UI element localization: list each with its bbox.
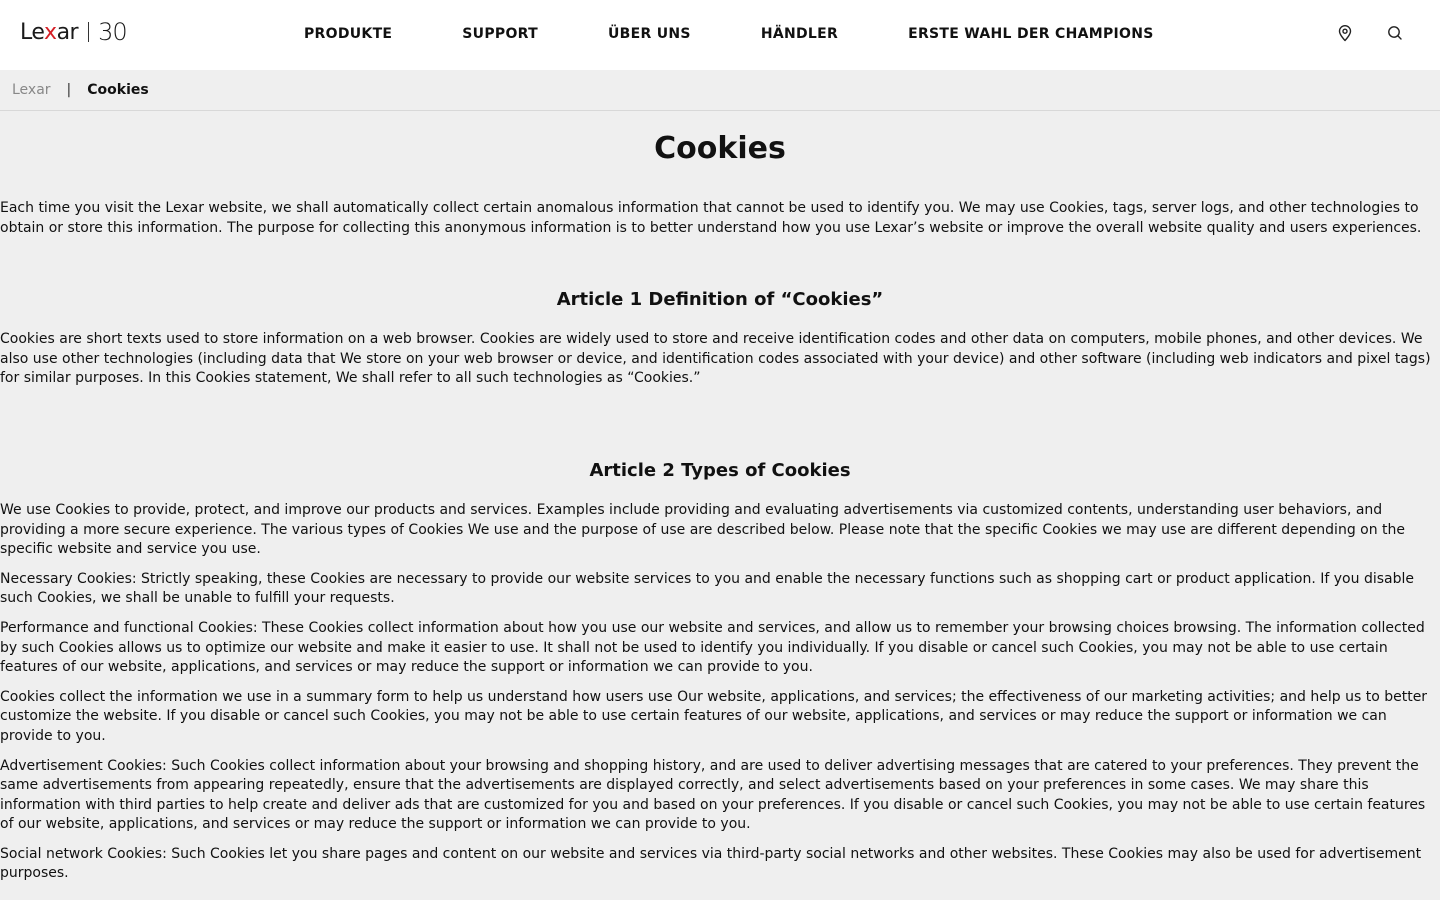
location-icon[interactable] bbox=[1336, 24, 1354, 42]
nav-item-produkte[interactable]: PRODUKTE bbox=[304, 26, 393, 42]
search-icon[interactable] bbox=[1386, 24, 1404, 42]
nav-item-erste-wahl-der-champions[interactable]: ERSTE WAHL DER CHAMPIONS bbox=[908, 26, 1154, 42]
breadcrumb-separator: | bbox=[66, 82, 72, 98]
intro-paragraph: Each time you visit the Lexar website, we shall automatically collect certain anomalous information that cannot be used to identify you. We may use Cookies, tags, server logs, and other technologies to obtain or store this information. The purpose for collecting this anonymous information is to better understand how you use Lexar’s website or improve the overall website quality and users experiences. bbox=[0, 200, 1422, 236]
article-2-paragraph: Advertisement Cookies: Such Cookies collect information about your browsing and shopping history, and are used to deliver advertising messages that are catered to your preferences. They prevent the same advertisements from appearing repeatedly, ensure that the advertisements are displayed correctly, and select advertisements based on your preferences in some cases. We may share this information with third parties to help create and deliver ads that are customized for you and based on your preferences. If you disable or cancel such Cookies, you may not be able to use certain features of our website, applications, and services or may reduce the support or information we can provide to you. bbox=[0, 757, 1426, 833]
nav-item-haendler[interactable]: HÄNDLER bbox=[760, 26, 839, 42]
nav-item-support[interactable]: SUPPORT bbox=[462, 26, 538, 42]
logo-wordmark: Lexar bbox=[20, 19, 79, 45]
main-menu bbox=[304, 26, 1154, 42]
logo-anniversary-mark: 30 bbox=[98, 18, 127, 46]
breadcrumb bbox=[0, 70, 1440, 111]
breadcrumb-current: Cookies bbox=[87, 82, 149, 98]
article-2-paragraph: Cookies collect the information we use in a summary form to help us understand how users use Our website, applications, and services; the effectiveness of our marketing activities; and help us to better customize the website. If you disable or cancel such Cookies, you may not be able to use certain features of our website, applications, and services or may reduce the support or information we can provide to you. bbox=[0, 688, 1428, 744]
article-2-paragraph: Necessary Cookies: Strictly speaking, these Cookies are necessary to provide our website services to you and enable the necessary functions such as shopping cart or product application. If you disable such Cookies, we shall be unable to fulfill your requests. bbox=[0, 570, 1414, 607]
top-navigation bbox=[0, 0, 1440, 70]
article-2-heading: Article 2 Types of Cookies bbox=[589, 459, 851, 481]
breadcrumb-home-link[interactable]: Lexar bbox=[12, 82, 51, 98]
main-content bbox=[0, 131, 1440, 884]
article-2-paragraph: We use Cookies to provide, protect, and improve our products and services. Examples include providing and evaluating advertisements via customized contents, understanding user behaviors, and providing a more secure experience. The various types of Cookies We use and the purpose of use are described below. Please note that the specific Cookies we may use are different depending on the specific website and service you use. bbox=[0, 501, 1406, 558]
page-title: Cookies bbox=[654, 131, 786, 166]
article-1-paragraph: Cookies are short texts used to store information on a web browser. Cookies are widely used to store and receive identification codes and other data on computers, mobile phones, and other devices. We also use other technologies (including data that We store on your web browser or device, and identification codes associated with your device) and other software (including web indicators and pixel tags) for similar purposes. In this Cookies statement, We shall refer to all such technologies as “Cookies.” bbox=[0, 331, 1431, 387]
logo-divider bbox=[88, 22, 89, 42]
article-2-paragraph: Performance and functional Cookies: These Cookies collect information about how you use our website and services, and allow us to remember your browsing choices browsing. The information collected by such Cookies allows us to optimize our website and make it easier to use. It shall not be used to identify you individually. If you disable or cancel such Cookies, you may not be able to use certain features of our website, applications, and services or may reduce the support or information we can provide to you. bbox=[0, 619, 1425, 676]
article-1-heading: Article 1 Definition of “Cookies” bbox=[556, 289, 884, 311]
nav-item-ueber-uns[interactable]: ÜBER UNS bbox=[607, 26, 691, 42]
lexar-30-logo[interactable] bbox=[20, 18, 127, 46]
article-2-paragraph: Social network Cookies: Such Cookies let you share pages and content on our website and services via third-party social networks and other websites. These Cookies may also be used for advertisement purposes. bbox=[0, 845, 1422, 882]
